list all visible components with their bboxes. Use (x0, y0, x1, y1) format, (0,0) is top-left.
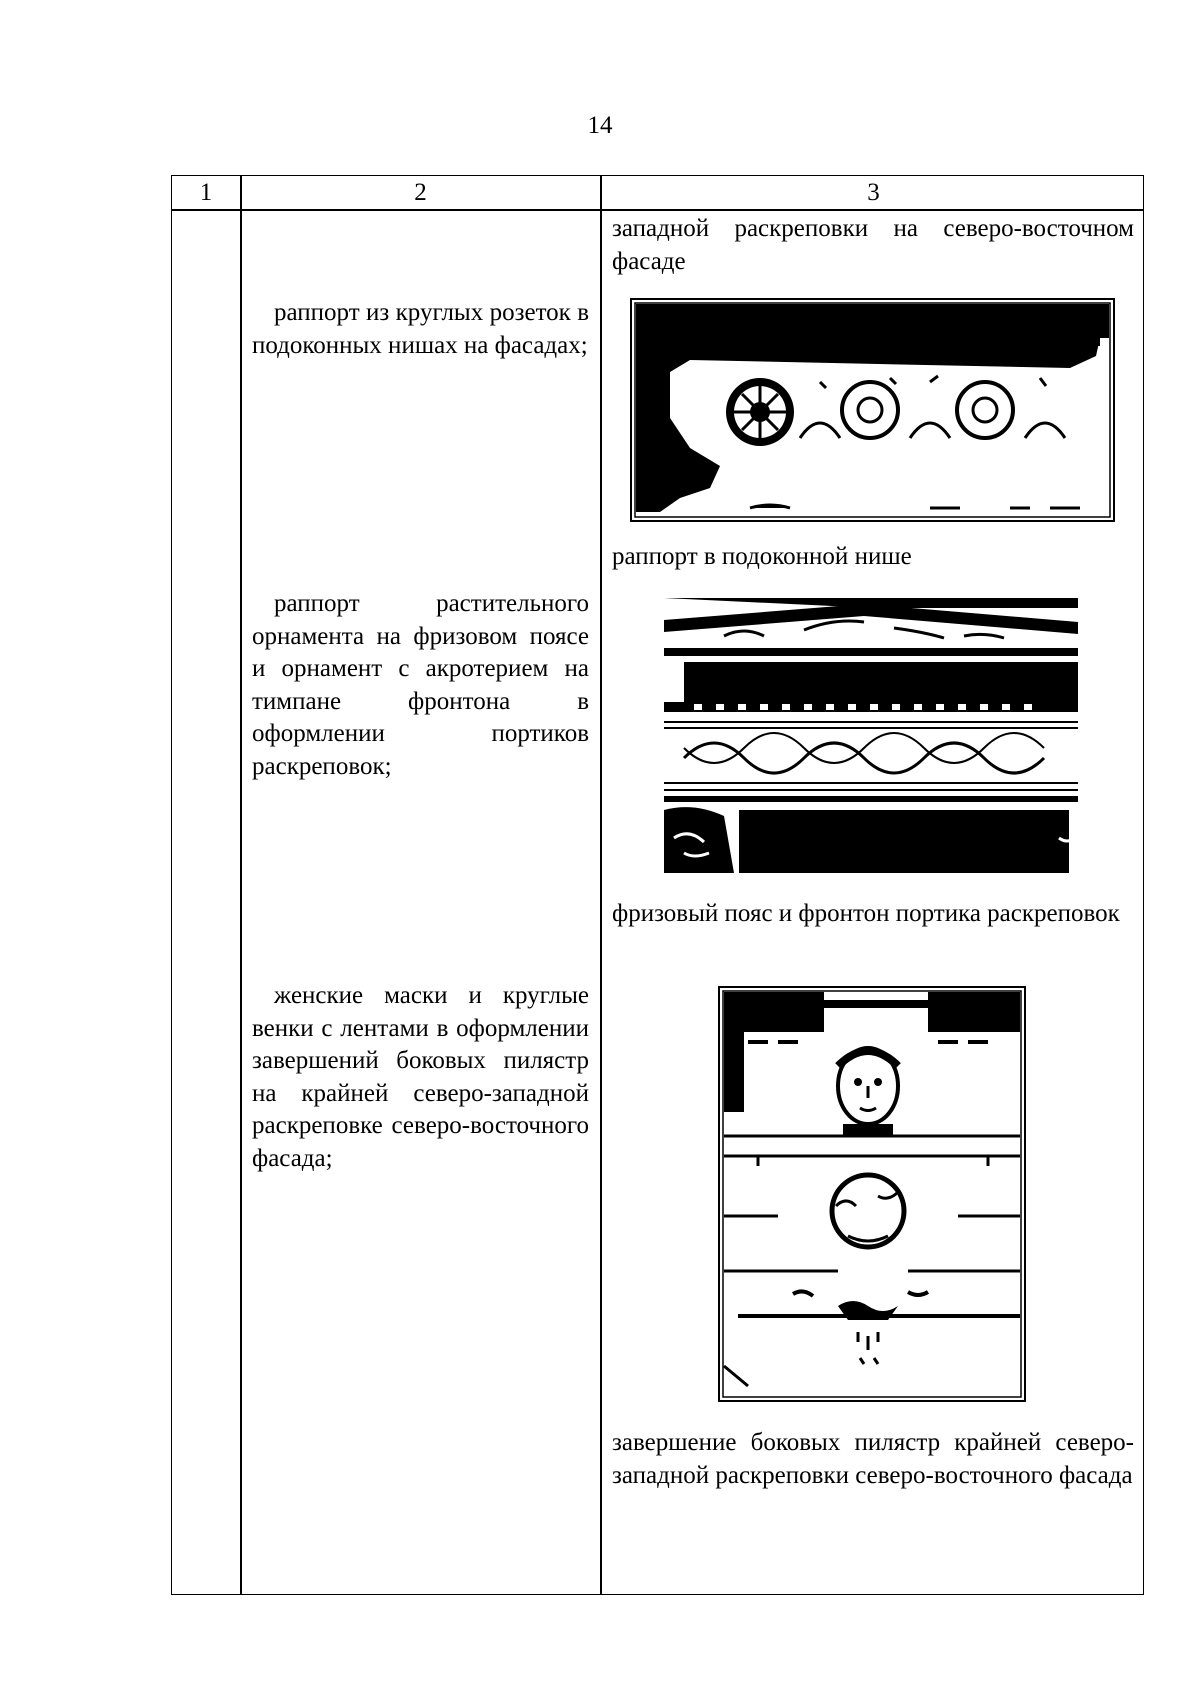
rosette-frieze-photo (630, 298, 1115, 522)
item-description: женские маски и круглые венки с лентами в оформлении завершений боковых пилястр на крайней северо-западной раскреповке северо-восточного фасада; (252, 982, 589, 1172)
column-header-1: 1 (199, 179, 213, 206)
column-divider-1 (240, 176, 242, 1594)
item-description: раппорт из круглых розеток в подоконных нишах на фасадах; (252, 299, 589, 359)
item-caption: завершение боковых пилястр крайней северо-западной раскреповки северо-восточного фасада (612, 1429, 1134, 1489)
header-divider (172, 209, 1143, 211)
item-caption: фризовый пояс и фронтон портика раскреповок (612, 900, 1120, 927)
item-description: раппорт растительного орнамента на фризовом поясе и орнамент с акротерием на тимпане фронтона в оформлении портиков раскреповок; (252, 590, 589, 780)
column-header-2: 2 (414, 179, 427, 206)
column-header-3: 3 (867, 179, 880, 206)
item-caption: раппорт в подоконной нише (612, 543, 912, 570)
continuation-text: западной раскреповки на северо-восточном фасаде (612, 215, 1134, 275)
frieze-pediment-photo (664, 598, 1078, 873)
column-divider-2 (600, 176, 602, 1594)
pilaster-mask-photo (718, 986, 1026, 1402)
ornament-table (171, 175, 1144, 1595)
page-number: 14 (587, 112, 613, 139)
